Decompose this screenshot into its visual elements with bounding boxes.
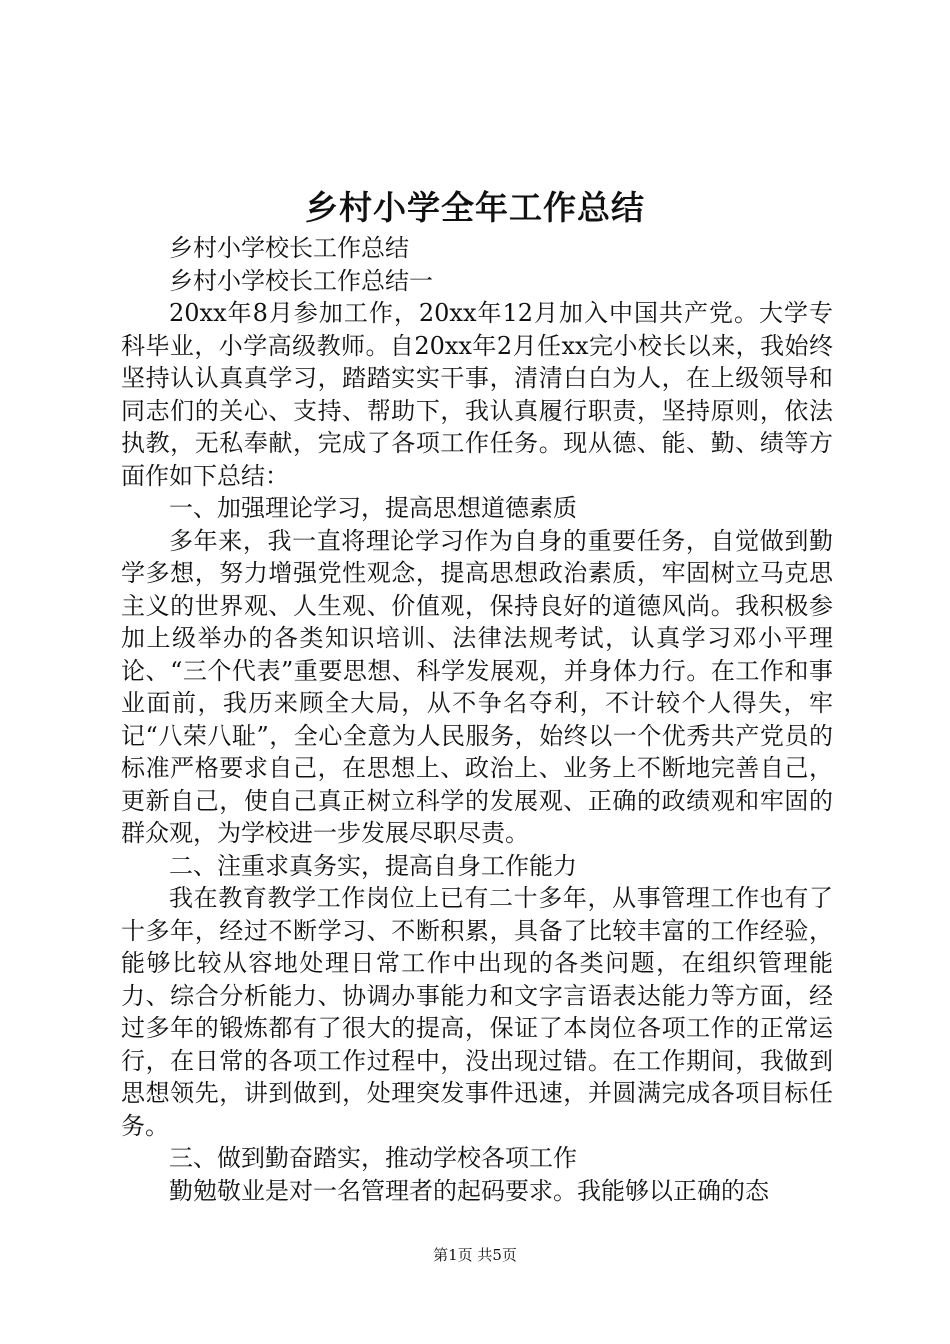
paragraph-subtitle: 乡村小学校长工作总结 — [169, 234, 409, 262]
document-title: 乡村小学全年工作总结 — [305, 188, 645, 227]
section-heading-1: 一、加强理论学习，提高思想道德素质 — [169, 494, 577, 522]
paragraph-subtitle-one: 乡村小学校长工作总结一 — [169, 266, 433, 295]
paragraph-section-3: 勤勉敬业是对一名管理者的起码要求。我能够以正确的态 — [169, 1176, 769, 1205]
section-heading-2: 二、注重求真务实，提高自身工作能力 — [169, 851, 577, 880]
paragraph-intro: 20xx年8月参加工作，20xx年12月加入中国共产党。大学专科毕业，小学高级教师。自20xx年2月任xx完小校长以来，我始终坚持认认真真学习，踏踏实实干事，清清白白为人，在上级领导和同志们的关心、支持、帮助下，我认真履行职责，坚持原则，依法执教，无私奉献，完成了各项工作任务。现从德、能、勤、绩等方面作如下总结： — [121, 299, 833, 490]
document-body — [121, 232, 833, 1207]
page-footer: 第1页 共5页 — [433, 1246, 517, 1264]
section-heading-3: 三、做到勤奋踏实，推动学校各项工作 — [169, 1144, 577, 1172]
paragraph-section-1: 多年来，我一直将理论学习作为自身的重要任务，自觉做到勤学多想，努力增强党性观念，提高思想政治素质，牢固树立马克思主义的世界观、人生观、价值观，保持良好的道德风尚。我积极参加上级举办的各类知识培训、法律法规考试，认真学习邓小平理论、“三个代表”重要思想、科学发展观，并身体力行。在工作和事业面前，我历来顾全大局，从不争名夺利，不计较个人得失，牢记“八荣八耻”，全心全意为人民服务，始终以一个优秀共产党员的标准严格要求自己，在思想上、政治上、业务上不断地完善自己，更新自己，使自己真正树立科学的发展观、正确的政绩观和牢固的群众观，为学校进一步发展尽职尽责。 — [121, 526, 833, 847]
paragraph-section-2: 我在教育教学工作岗位上已有二十多年，从事管理工作也有了十多年，经过不断学习、不断积累，具备了比较丰富的工作经验，能够比较从容地处理日常工作中出现的各类问题，在组织管理能力、综合分析能力、协调办事能力和文字言语表达能力等方面，经过多年的锻炼都有了很大的提高，保证了本岗位各项工作的正常运行，在日常的各项工作过程中，没出现过错。在工作期间，我做到思想领先，讲到做到，处理突发事件迅速，并圆满完成各项目标任务。 — [121, 884, 833, 1140]
